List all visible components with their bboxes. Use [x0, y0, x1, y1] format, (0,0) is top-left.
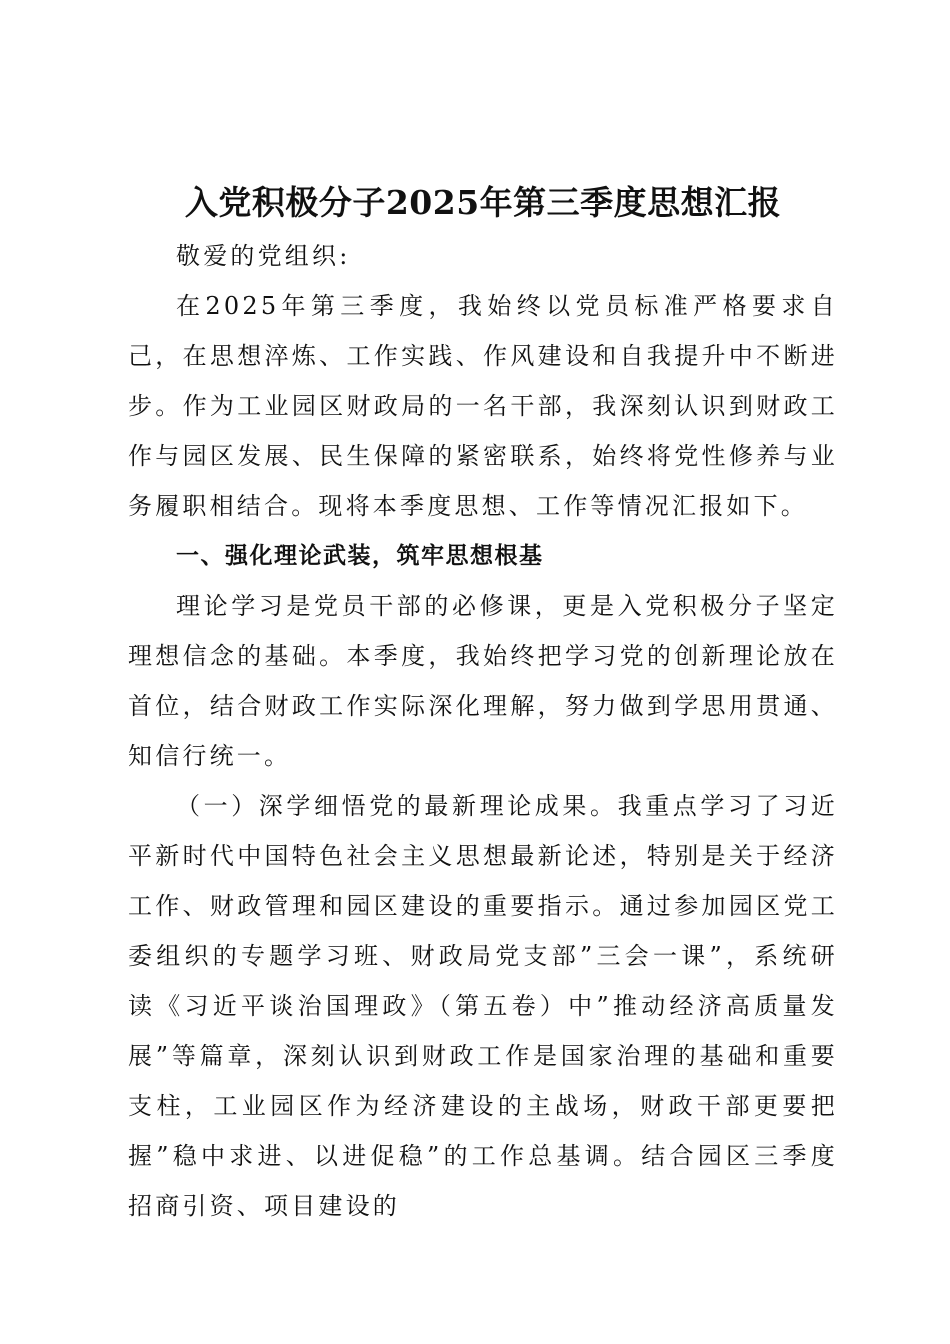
salutation: 敬爱的党组织: — [176, 242, 351, 270]
section-1-paragraph-2: （一）深学细悟党的最新理论成果。我重点学习了习近平新时代中国特色社会主义思想最新论述，特别是关于经济工作、财政管理和园区建设的重要指示。通过参加园区党工委组织的专题学习班、财政局党支部”三会一课”，系统研读《习近平谈治国理政》（第五卷）中”推动经济高质量发展”等篇章，深刻认识到财政工作是国家治理的基础和重要支柱，工业园区作为经济建设的主战场，财政干部更要把握”稳中求进、以进促稳”的工作总基调。结合园区三季度招商引资、项目建设的 — [128, 792, 838, 1220]
section-1-heading: 一、强化理论武装，筑牢思想根基 — [176, 543, 544, 569]
intro-paragraph: 在2025年第三季度，我始终以党员标准严格要求自己，在思想淬炼、工作实践、作风建设和自我提升中不断进步。作为工业园区财政局的一名干部，我深刻认识到财政工作与园区发展、民生保障的紧密联系，始终将党性修养与业务履职相结合。现将本季度思想、工作等情况汇报如下。 — [128, 292, 838, 520]
document-body — [128, 175, 838, 1231]
document-title: 入党积极分子2025年第三季度思想汇报 — [184, 183, 782, 222]
section-1-paragraph-1: 理论学习是党员干部的必修课，更是入党积极分子坚定理想信念的基础。本季度，我始终把学习党的创新理论放在首位，结合财政工作实际深化理解，努力做到学思用贯通、知信行统一。 — [128, 592, 838, 770]
